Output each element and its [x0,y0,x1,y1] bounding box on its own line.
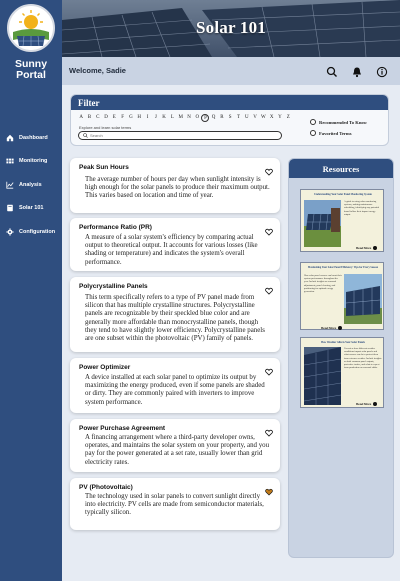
heart-filled-icon[interactable] [265,483,273,491]
resource-image [304,200,341,247]
letter-filter-x[interactable]: X [269,115,274,120]
letter-filter-c[interactable]: C [96,115,100,120]
sidebar [0,0,62,581]
letter-filter-h[interactable]: H [137,115,142,120]
letter-filter-g[interactable]: G [129,115,133,120]
letter-filter-y[interactable]: Y [278,115,282,120]
search-icon[interactable] [326,65,338,77]
term-card [70,277,280,352]
term-definition: The technology used in solar panels to convert sunlight directly into electricity. PV cells are made from semiconductor materials, typically silicon. [85,493,264,517]
read-more-label: Read More [356,402,372,406]
letter-filter-a[interactable]: A [79,115,83,120]
radio-label: Favorited Terms [319,130,352,136]
letter-filter-q[interactable]: Q [211,115,216,120]
heart-icon[interactable] [265,163,273,171]
radio-button[interactable] [310,130,316,136]
radio-recommended[interactable] [310,119,367,125]
filter-panel [70,94,389,146]
letter-filter-i[interactable]: I [146,115,149,120]
sidebar-item-configuration[interactable] [0,226,62,237]
read-more-label: Read More [321,326,337,330]
resource-title: Maximizing Your Solar Panel Efficiency: Tips for Every Season [307,266,379,269]
letter-filter-z[interactable]: Z [286,115,290,120]
sidebar-item-label: Monitoring [19,158,48,164]
chart-line-icon [6,181,14,189]
letter-filter-l[interactable]: L [170,115,174,120]
resource-card[interactable] [300,337,384,408]
read-more-link[interactable] [356,246,377,250]
filter-title: Filter [71,95,388,110]
book-icon [6,204,14,212]
letter-filter-k[interactable]: K [162,115,166,120]
term-definition: This term specifically refers to a type of PV panel made from silicon that has multiple crystalline structures. Polycrystalline panels are recognizable by their speckled blue color and are generally more affordable than monocrystalline panels, though they tend to have slightly lower efficiency. Polycrystalline panels are one subset within the photovoltaic (PV) family of panels. [85,294,265,343]
radio-favorited[interactable] [310,130,352,136]
search-icon [83,133,88,138]
letter-filter-v[interactable]: V [253,115,257,120]
explore-label: Explore and learn solar terms [79,125,132,130]
term-title: Peak Sun Hours [79,164,129,171]
sunny-portal-logo[interactable] [7,4,55,52]
letter-filter-d[interactable]: D [104,115,108,120]
sidebar-item-analysis[interactable] [0,179,62,190]
letter-filter-s[interactable]: S [228,115,232,120]
resource-summary: Overview how different weather conditions impact solar panels and what owners can do to protect them from extreme weather. Include insights on both common panel outputs, protective tactics, and what to expect from production on seasonal shifts. [344,347,382,370]
letter-filter-e[interactable]: E [112,115,116,120]
page-title: Solar 101 [196,18,266,37]
term-definition: A measure of a solar system's efficiency by comparing actual output to theoretical output. It accounts for various losses (like shading or temperature) and indicates the system's overall performance. [85,234,258,266]
heart-icon[interactable] [265,223,273,231]
term-definition: A device installed at each solar panel to optimize its output by maximizing the energy produced, even if some panels are shaded or dirty. They are commonly paired with inverters to improve system performance. [85,374,265,406]
term-title: Polycrystalline Panels [79,283,148,290]
resource-title: Understanding Your Solar Panel Monitoring System [314,193,372,196]
letter-filter-t[interactable]: T [236,115,241,120]
term-title: Power Purchase Agreement [79,425,166,432]
radio-button[interactable] [310,119,316,125]
sidebar-item-label: Configuration [19,228,56,235]
sidebar-item-label: Analysis [19,181,42,188]
arrow-icon [373,246,377,250]
brand-line-2: Portal [16,69,46,81]
letter-filter-p[interactable]: P [201,114,209,122]
sidebar-item-solar-101[interactable] [0,203,62,214]
read-more-link[interactable] [321,326,342,330]
bell-icon[interactable] [351,65,363,77]
letter-filter-m[interactable]: M [178,115,183,120]
term-card [70,158,280,213]
home-icon [6,134,14,142]
letter-filter-o[interactable]: O [195,115,200,120]
monitoring-grid-icon [6,157,14,165]
term-card [70,218,280,271]
radio-label: Recommended To Know [319,119,367,125]
resources-panel [288,158,394,558]
resource-card[interactable] [300,189,384,252]
brand-name [0,59,62,81]
sidebar-nav [0,132,62,250]
letter-filter-n[interactable]: N [187,115,191,120]
letter-filter-j[interactable]: J [154,115,157,120]
read-more-link[interactable] [356,402,377,406]
letter-filter-u[interactable]: U [244,115,249,120]
resource-summary: A guide to using solar monitoring systems, making maintenance scheduling, identifying any potential board follow their impact energy output. [344,200,380,216]
arrow-icon [373,402,377,406]
welcome-text: Welcome, Sadie [69,66,126,75]
info-icon[interactable] [376,65,388,77]
letter-filter-f[interactable]: F [121,115,125,120]
brand-line-1: Sunny [14,58,48,70]
search-field[interactable] [78,131,282,140]
resource-card[interactable] [300,262,384,330]
term-title: Power Optimizer [79,364,131,371]
read-more-label: Read More [356,246,372,250]
heart-icon[interactable] [265,424,273,432]
heart-icon[interactable] [265,363,273,371]
alphabet-filter [77,114,292,122]
sidebar-item-dashboard[interactable] [0,132,62,143]
arrow-icon [338,326,342,330]
resources-title: Resources [289,159,393,178]
sidebar-item-monitoring[interactable] [0,156,62,167]
term-card [70,478,280,530]
term-title: Performance Ratio (PR) [79,224,152,231]
heart-icon[interactable] [265,282,273,290]
term-card [70,358,280,413]
gear-icon [6,228,14,236]
term-card [70,419,280,472]
term-definition: A financing arrangement where a third-party developer owns, operates, and maintains the solar system on your property, and you pay for the power generated at a set rate, usually lower than grid electricity rates. [85,434,270,466]
sidebar-item-label: Solar 101 [19,205,44,211]
term-title: PV (Photovoltaic) [79,484,133,491]
letter-filter-w[interactable]: W [261,115,266,120]
resource-image [344,274,382,324]
resource-image [304,347,341,405]
resource-summary: How solar panel owners can boost their system performance throughout the year. Include insights on seasonal adjustments, panel cleaning, and positioning for optimal energy generation. [304,274,342,294]
term-definition: The average number of hours per day when sunlight intensity is high enough for the solar panels to produce their maximum output. This varies based on location and time of year. [85,176,270,200]
letter-filter-b[interactable]: B [87,115,92,120]
welcome-bar [62,57,400,85]
resource-title: How Weather Affects Your Solar Panels [321,341,365,344]
search-input[interactable] [90,133,270,138]
sidebar-item-label: Dashboard [19,134,48,141]
letter-filter-r[interactable]: R [220,115,224,120]
